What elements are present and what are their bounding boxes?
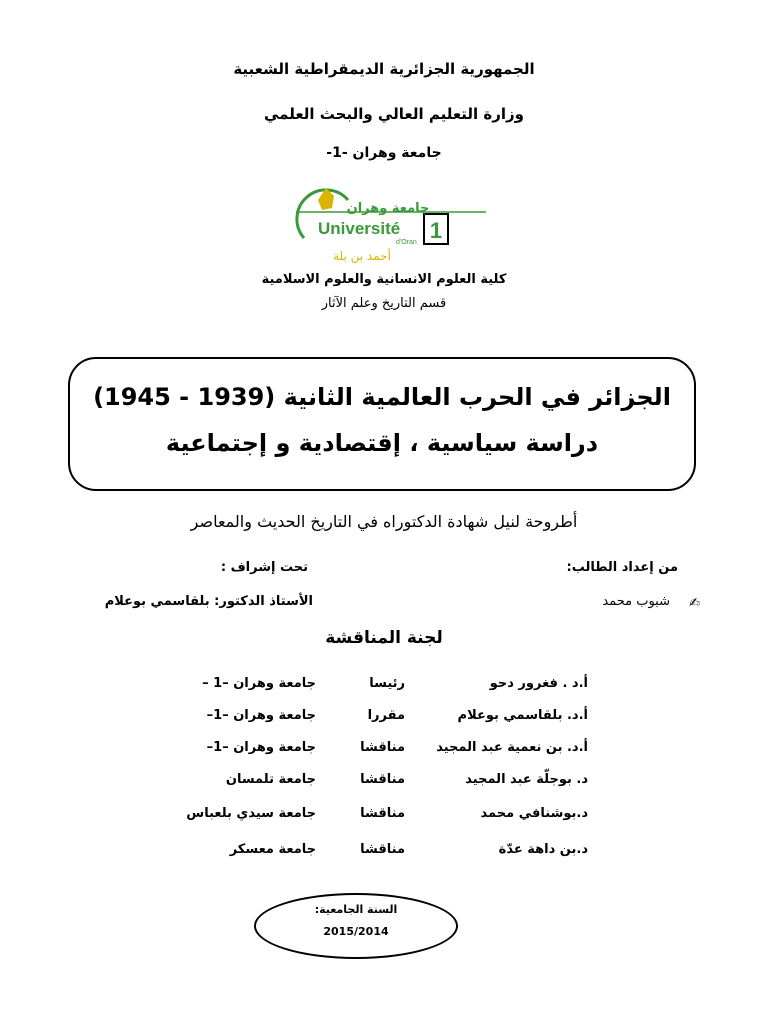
committee-heading: لجنة المناقشة bbox=[325, 628, 443, 648]
committee-row bbox=[0, 772, 768, 794]
committee-row bbox=[0, 708, 768, 730]
member-university: جامعة وهران –1– bbox=[206, 740, 316, 755]
committee-row bbox=[0, 676, 768, 698]
member-university: جامعة وهران –1– bbox=[206, 708, 316, 723]
university-heading: جامعة وهران -1- bbox=[326, 145, 442, 161]
member-university: جامعة وهران –1 – bbox=[202, 676, 316, 691]
member-name: أ.د. بلقاسمي بوعلام bbox=[457, 708, 588, 723]
member-university: جامعة سيدي بلعباس bbox=[186, 806, 316, 821]
student-label: من إعداد الطالب: bbox=[566, 560, 678, 575]
member-university: جامعة معسكر bbox=[229, 842, 316, 857]
ministry-heading: وزارة التعليم العالي والبحث العلمي bbox=[263, 105, 525, 123]
department-name: قسم التاريخ وعلم الآثار bbox=[321, 296, 447, 311]
faculty-name: كلية العلوم الانسانية والعلوم الاسلامية bbox=[261, 272, 507, 287]
member-university: جامعة تلمسان bbox=[225, 772, 316, 787]
logo-french-sub: d'Oran bbox=[396, 239, 417, 246]
member-role: مناقشا bbox=[360, 842, 405, 857]
member-role: رئيسا bbox=[369, 676, 405, 691]
member-name: أ.د . فغرور دحو bbox=[489, 676, 588, 691]
thesis-title-line1: الجزائر في الحرب العالمية الثانية (1939 - 1945) bbox=[93, 383, 671, 411]
logo-number: 1 bbox=[429, 218, 443, 243]
academic-year-label: السنة الجامعية: bbox=[314, 903, 398, 916]
member-role: مقررا bbox=[367, 708, 405, 723]
supervisor-name: الأستاذ الدكتور: بلقاسمي بوعلام bbox=[104, 594, 313, 609]
member-name: أ.د. بن نعمية عبد المجيد bbox=[436, 740, 588, 755]
academic-year-value: 2015/2014 bbox=[323, 925, 389, 938]
member-name: د.بن داهة عدّة bbox=[498, 842, 588, 857]
thesis-purpose: أطروحة لنيل شهادة الدكتوراه في التاريخ الحديث والمعاصر bbox=[190, 512, 578, 531]
pen-icon: ✍ bbox=[689, 596, 700, 611]
logo-french-name: Université bbox=[318, 219, 401, 238]
member-name: د.بوشنافي محمد bbox=[480, 806, 588, 821]
thesis-title-line2: دراسة سياسية ، إقتصادية و إجتماعية bbox=[165, 429, 599, 457]
academic-year-oval bbox=[254, 893, 458, 959]
student-name: شبوب محمد bbox=[602, 594, 670, 609]
committee-row bbox=[0, 740, 768, 762]
thesis-title-box bbox=[68, 357, 696, 491]
supervisor-label: تحت إشراف : bbox=[220, 560, 308, 575]
committee-row bbox=[0, 806, 768, 828]
logo-arabic-name: جامعة وهران bbox=[346, 201, 430, 216]
member-name: د. بوجلّة عبد المجيد bbox=[465, 772, 588, 787]
committee-row bbox=[0, 842, 768, 864]
member-role: مناقشا bbox=[360, 740, 405, 755]
university-logo bbox=[292, 180, 488, 264]
university-logo-graphic bbox=[292, 180, 488, 264]
logo-script-name: أحمد بن بلة bbox=[333, 249, 391, 263]
member-role: مناقشا bbox=[360, 772, 405, 787]
member-role: مناقشا bbox=[360, 806, 405, 821]
republic-heading: الجمهورية الجزائرية الديمقراطية الشعبية bbox=[233, 60, 535, 78]
